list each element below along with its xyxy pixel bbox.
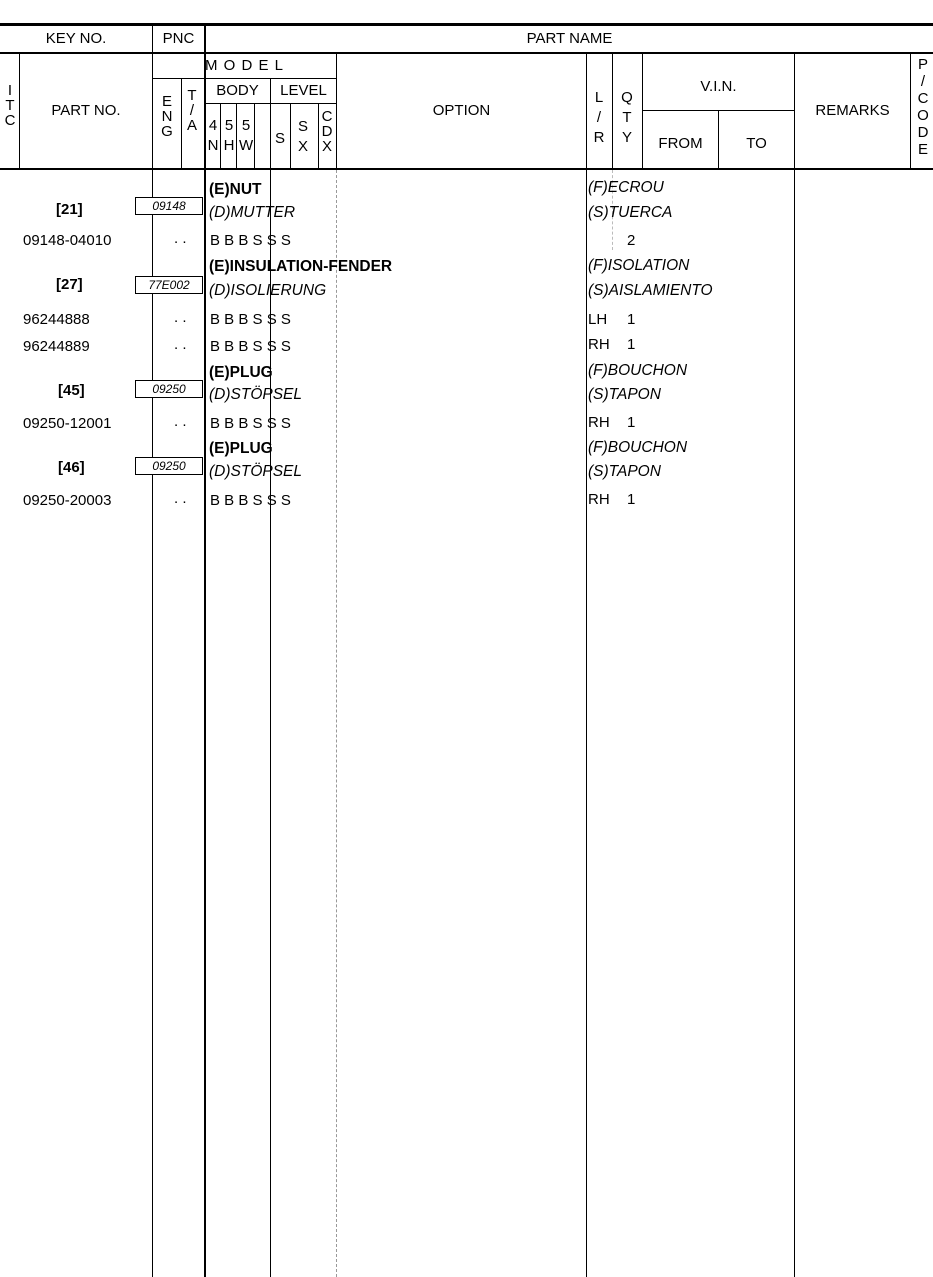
header-vin: V.I.N. — [700, 78, 737, 95]
eng-ta-values: . . — [174, 309, 187, 326]
header-eng: E N G — [161, 93, 173, 140]
part-name-english: (E)PLUG — [209, 364, 273, 381]
header-itc: I T C — [4, 82, 16, 129]
part-name-spanish: (S)TAPON — [588, 463, 661, 480]
part-name-french: (F)ISOLATION — [588, 257, 690, 274]
qty-value: 1 — [627, 311, 636, 328]
key-number: [21] — [56, 201, 83, 218]
part-name-spanish: (S)AISLAMIENTO — [588, 282, 713, 299]
header-level-s: S — [274, 130, 285, 147]
part-number: 96244889 — [23, 338, 90, 355]
header-key-no: KEY NO. — [45, 30, 107, 47]
part-name-spanish: (S)TAPON — [588, 386, 661, 403]
model-codes: B B B S S S — [210, 232, 291, 249]
part-name-german: (D)ISOLIERUNG — [209, 282, 327, 299]
model-codes: B B B S S S — [210, 338, 291, 355]
lr-value: LH — [588, 311, 608, 328]
header-level-cdx: C D X — [321, 108, 333, 155]
header-lr: L / R — [593, 89, 605, 146]
part-name-german: (D)STÖPSEL — [209, 386, 303, 403]
eng-ta-values: . . — [174, 336, 187, 353]
header-ta: T / A — [186, 87, 197, 134]
header-level: LEVEL — [280, 82, 327, 99]
part-number: 09148-04010 — [23, 232, 112, 249]
lr-value: RH — [588, 414, 610, 431]
pnc-code: 09250 — [135, 380, 203, 398]
qty-value: 1 — [627, 414, 636, 431]
model-codes: B B B S S S — [210, 311, 291, 328]
lr-value: RH — [588, 491, 610, 508]
header-vin-from: FROM — [658, 135, 703, 152]
header-body: BODY — [216, 82, 259, 99]
header-qty: Q T Y — [621, 89, 633, 146]
header-body-5h: 5 H — [223, 117, 235, 154]
part-number: 09250-12001 — [23, 415, 112, 432]
part-name-french: (F)BOUCHON — [588, 362, 688, 379]
eng-ta-values: . . — [174, 230, 187, 247]
pnc-code: 77E002 — [135, 276, 203, 294]
header-body-4n: 4 N — [207, 117, 219, 154]
pnc-code: 09250 — [135, 457, 203, 475]
part-name-english: (E)NUT — [209, 181, 262, 198]
header-remarks: REMARKS — [815, 102, 890, 119]
eng-ta-values: . . — [174, 413, 187, 430]
header-part-name: PART NAME — [526, 30, 613, 47]
model-codes: B B B S S S — [210, 492, 291, 509]
pnc-code: 09148 — [135, 197, 203, 215]
qty-value: 1 — [627, 336, 636, 353]
header-pnc: PNC — [162, 30, 195, 47]
header-part-no: PART NO. — [51, 102, 121, 119]
header-body-5w: 5 W — [239, 117, 254, 154]
part-number: 96244888 — [23, 311, 90, 328]
header-option: OPTION — [432, 102, 491, 119]
part-name-english: (E)PLUG — [209, 440, 273, 457]
header-pcode: P / C O D E — [917, 56, 929, 158]
header-level-sx: S X — [297, 118, 308, 155]
header-vin-to: TO — [746, 135, 767, 152]
key-number: [46] — [58, 459, 85, 476]
part-name-german: (D)STÖPSEL — [209, 463, 303, 480]
part-name-german: (D)MUTTER — [209, 204, 296, 221]
header-model: M O D E L — [204, 57, 284, 74]
part-name-english: (E)INSULATION-FENDER — [209, 258, 393, 275]
eng-ta-values: . . — [174, 490, 187, 507]
part-name-french: (F)BOUCHON — [588, 439, 688, 456]
part-name-french: (F)ECROU — [588, 179, 664, 196]
qty-value: 1 — [627, 491, 636, 508]
lr-value: RH — [588, 336, 610, 353]
part-number: 09250-20003 — [23, 492, 112, 509]
part-name-spanish: (S)TUERCA — [588, 204, 673, 221]
model-codes: B B B S S S — [210, 415, 291, 432]
key-number: [27] — [56, 276, 83, 293]
qty-value: 2 — [627, 232, 636, 249]
key-number: [45] — [58, 382, 85, 399]
